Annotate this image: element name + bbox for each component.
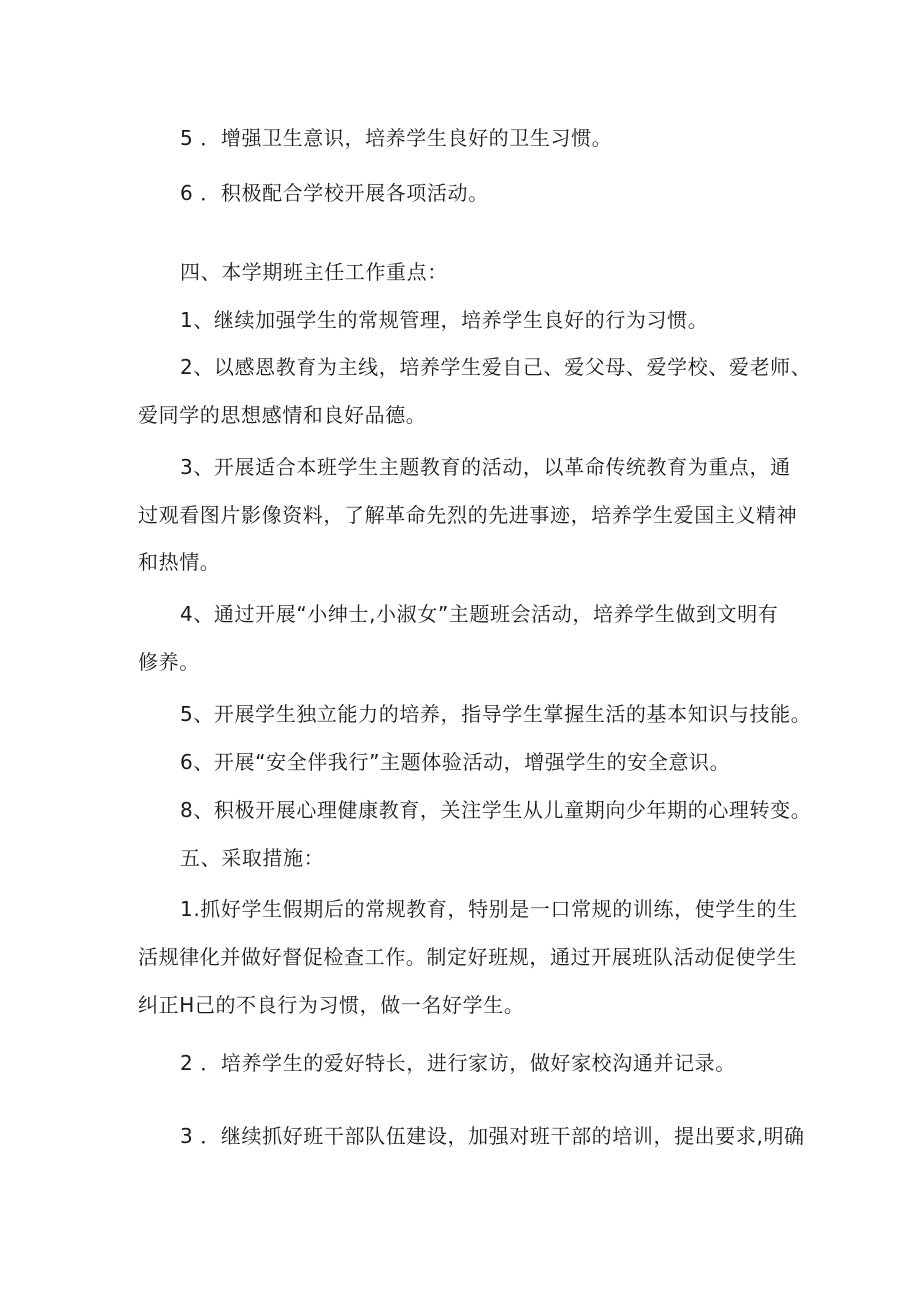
- paragraph-line: 4、通过开展“小绅士,小淑女”主题班会活动，培养学生做到文明有: [180, 602, 779, 626]
- paragraph-line: 3 ．继续抓好班干部队伍建设，加强对班干部的培训，提出要求,明确: [180, 1124, 805, 1148]
- paragraph-line: 爱同学的思想感情和良好品德。: [138, 403, 427, 427]
- section-heading: 五、采取措施：: [180, 846, 325, 870]
- paragraph-line: 纠正H己的不良行为习惯，做一名好学生。: [138, 993, 525, 1017]
- paragraph-line: 5、开展学生独立能力的培养，指导学生掌握生活的基本知识与技能。: [180, 702, 812, 726]
- paragraph-line: 6 ．积极配合学校开展各项活动。: [180, 181, 489, 205]
- paragraph-line: 1、继续加强学生的常规管理，培养学生良好的行为习惯。: [180, 308, 709, 332]
- paragraph-line: 2 ．培养学生的爱好特长，进行家访，做好家校沟通并记录。: [180, 1051, 736, 1075]
- paragraph-line: 和热情。: [138, 550, 221, 574]
- paragraph-line: 5 ．增强卫生意识，培养学生良好的卫生习惯。: [180, 126, 613, 150]
- paragraph-line: 1.抓好学生假期后的常规教育，特别是一口常规的训练，使学生的生: [180, 897, 798, 921]
- paragraph-line: 3、开展适合本班学生主题教育的活动，以革命传统教育为重点，通: [180, 455, 791, 479]
- paragraph-line: 8、积极开展心理健康教育，关注学生从儿童期向少年期的心理转变。: [180, 798, 812, 822]
- paragraph-line: 2、以感恩教育为主线，培养学生爱自己、爱父母、爱学校、爱老师、: [180, 355, 812, 379]
- paragraph-line: 修养。: [138, 650, 200, 674]
- paragraph-line: 活规律化并做好督促检查工作。制定好班规，通过开展班队活动促使学生: [138, 945, 798, 969]
- section-heading: 四、本学期班主任工作重点：: [180, 260, 448, 284]
- paragraph-line: 过观看图片影像资料，了解革命先烈的先进事迹，培养学生爱国主义精神: [138, 503, 798, 527]
- paragraph-line: 6、开展“安全伴我行”主题体验活动，增强学生的安全意识。: [180, 750, 731, 774]
